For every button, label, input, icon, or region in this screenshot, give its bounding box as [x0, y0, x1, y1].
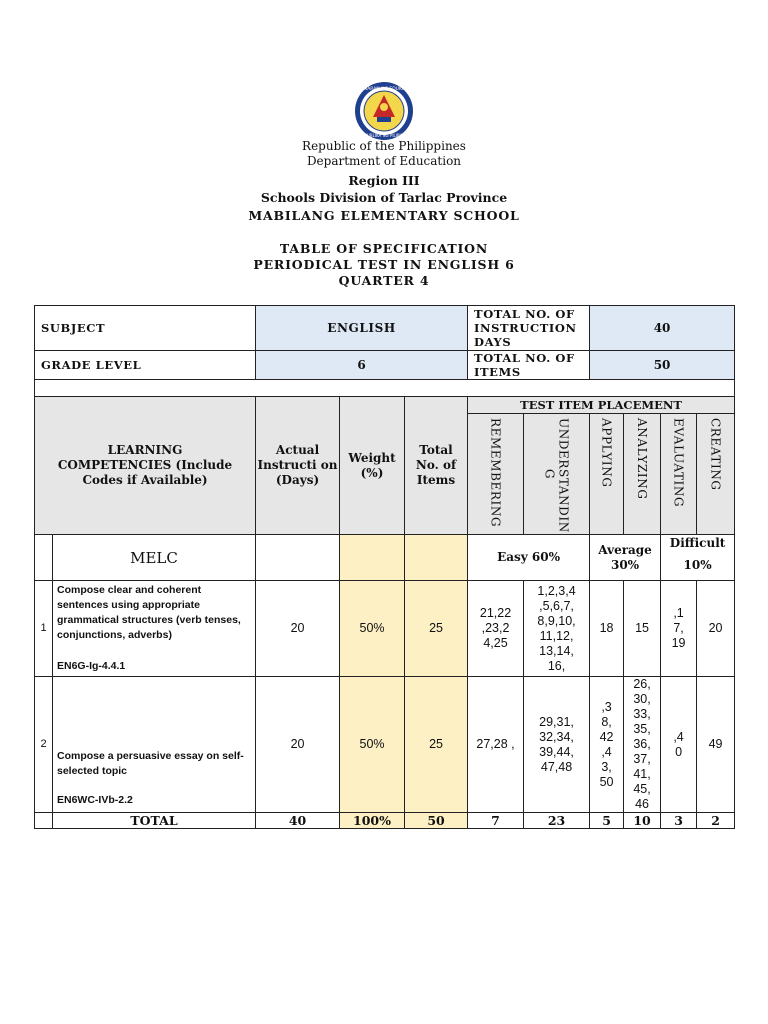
svg-text:KAGAWARAN NG EDUKASYON: KAGAWARAN NG EDUKASYON	[350, 87, 418, 92]
remembering-cell: 27,28 ,	[468, 677, 524, 813]
applying-header: APPLYING	[590, 414, 624, 535]
evaluating-cell: ,4 0	[661, 677, 697, 813]
analyzing-cell: 15	[624, 581, 661, 677]
analyzing-cell: 26, 30, 33, 35, 36, 37, 41, 45, 46	[624, 677, 661, 813]
total-applying: 5	[590, 813, 624, 829]
competency-cell	[53, 677, 256, 813]
days-value: 40	[590, 306, 735, 351]
test-item-placement-header: TEST ITEM PLACEMENT	[468, 397, 735, 414]
melc-label: MELC	[53, 535, 256, 581]
actual-days-header: Actual Instructi on (Days)	[256, 397, 340, 535]
grade-value: 6	[256, 351, 468, 380]
difficulty-row	[35, 535, 735, 581]
table-row	[35, 581, 735, 677]
weight-header: Weight (%)	[340, 397, 405, 535]
evaluating-cell: ,1 7, 19	[661, 581, 697, 677]
total-evaluating: 3	[661, 813, 697, 829]
items-value: 50	[590, 351, 735, 380]
region-line: Region III	[348, 173, 420, 188]
evaluating-header: EVALUATING	[661, 414, 697, 535]
applying-cell: ,3 8, 42 ,4 3, 50	[590, 677, 624, 813]
svg-text:REPUBLIKA NG PILIPINAS: REPUBLIKA NG PILIPINAS	[359, 133, 409, 138]
title-line-2: PERIODICAL TEST IN ENGLISH 6	[253, 257, 515, 272]
total-days: 40	[256, 813, 340, 829]
row-number: 1	[35, 581, 53, 677]
analyzing-header: ANALYZING	[624, 414, 661, 535]
title-line-1: TABLE OF SPECIFICATION	[279, 241, 489, 256]
row-number: 2	[35, 677, 53, 813]
understanding-cell: 29,31, 32,34, 39,44, 47,48	[524, 677, 590, 813]
competency-code: EN6WC-IVb-2.2	[57, 794, 133, 806]
total-remembering: 7	[468, 813, 524, 829]
table-of-specification	[34, 305, 735, 829]
competency-code: EN6G-Ig-4.4.1	[57, 660, 126, 672]
total-analyzing: 10	[624, 813, 661, 829]
understanding-header: UNDERSTANDIN G	[524, 414, 590, 535]
info-row-grade	[35, 351, 735, 380]
understanding-cell: 1,2,3,4 ,5,6,7, 8,9,10, 11,12, 13,14, 16,	[524, 581, 590, 677]
items-label: TOTAL NO. OF ITEMS	[468, 351, 590, 380]
title-line-3: QUARTER 4	[338, 273, 430, 288]
school-name: MABILANG ELEMENTARY SCHOOL	[248, 208, 520, 223]
division-line: Schools Division of Tarlac Province	[260, 190, 508, 205]
competencies-header: LEARNING COMPETENCIES (Include Codes if Available)	[35, 397, 256, 535]
total-creating: 2	[697, 813, 735, 829]
department-line: Department of Education	[306, 154, 462, 168]
days-cell: 20	[256, 581, 340, 677]
total-understanding: 23	[524, 813, 590, 829]
applying-cell: 18	[590, 581, 624, 677]
items-cell: 25	[405, 581, 468, 677]
header-row-top	[35, 397, 735, 414]
deped-seal-logo	[346, 81, 422, 141]
remembering-cell: 21,22 ,23,2 4,25	[468, 581, 524, 677]
subject-label: SUBJECT	[35, 306, 256, 351]
average-label: Average 30%	[590, 535, 661, 581]
remembering-header: REMEMBERING	[468, 414, 524, 535]
total-items-header: Total No. of Items	[405, 397, 468, 535]
weight-cell: 50%	[340, 677, 405, 813]
total-row	[35, 813, 735, 829]
spacer-row	[35, 380, 735, 397]
info-row-subject	[35, 306, 735, 351]
competency-text: Compose clear and coherent sentences using appropriate grammatical structures (verb tenses, conjunctions, adverbs)	[57, 584, 241, 641]
creating-header: CREATING	[697, 414, 735, 535]
days-cell: 20	[256, 677, 340, 813]
days-label: TOTAL NO. OF INSTRUCTION DAYS	[468, 306, 590, 351]
competency-cell	[53, 581, 256, 677]
competency-text: Compose a persuasive essay on self-selected topic	[57, 750, 244, 777]
document-title	[0, 241, 768, 288]
republic-line: Republic of the Philippines	[302, 139, 466, 153]
total-label: TOTAL	[53, 813, 256, 829]
letterhead	[0, 139, 768, 223]
grade-label: GRADE LEVEL	[35, 351, 256, 380]
table-row	[35, 677, 735, 813]
creating-cell: 49	[697, 677, 735, 813]
weight-cell: 50%	[340, 581, 405, 677]
subject-value: ENGLISH	[256, 306, 468, 351]
easy-label: Easy 60%	[468, 535, 590, 581]
total-weight: 100%	[340, 813, 405, 829]
total-items: 50	[405, 813, 468, 829]
creating-cell: 20	[697, 581, 735, 677]
difficult-label: Difficult 10%	[661, 535, 735, 581]
items-cell: 25	[405, 677, 468, 813]
